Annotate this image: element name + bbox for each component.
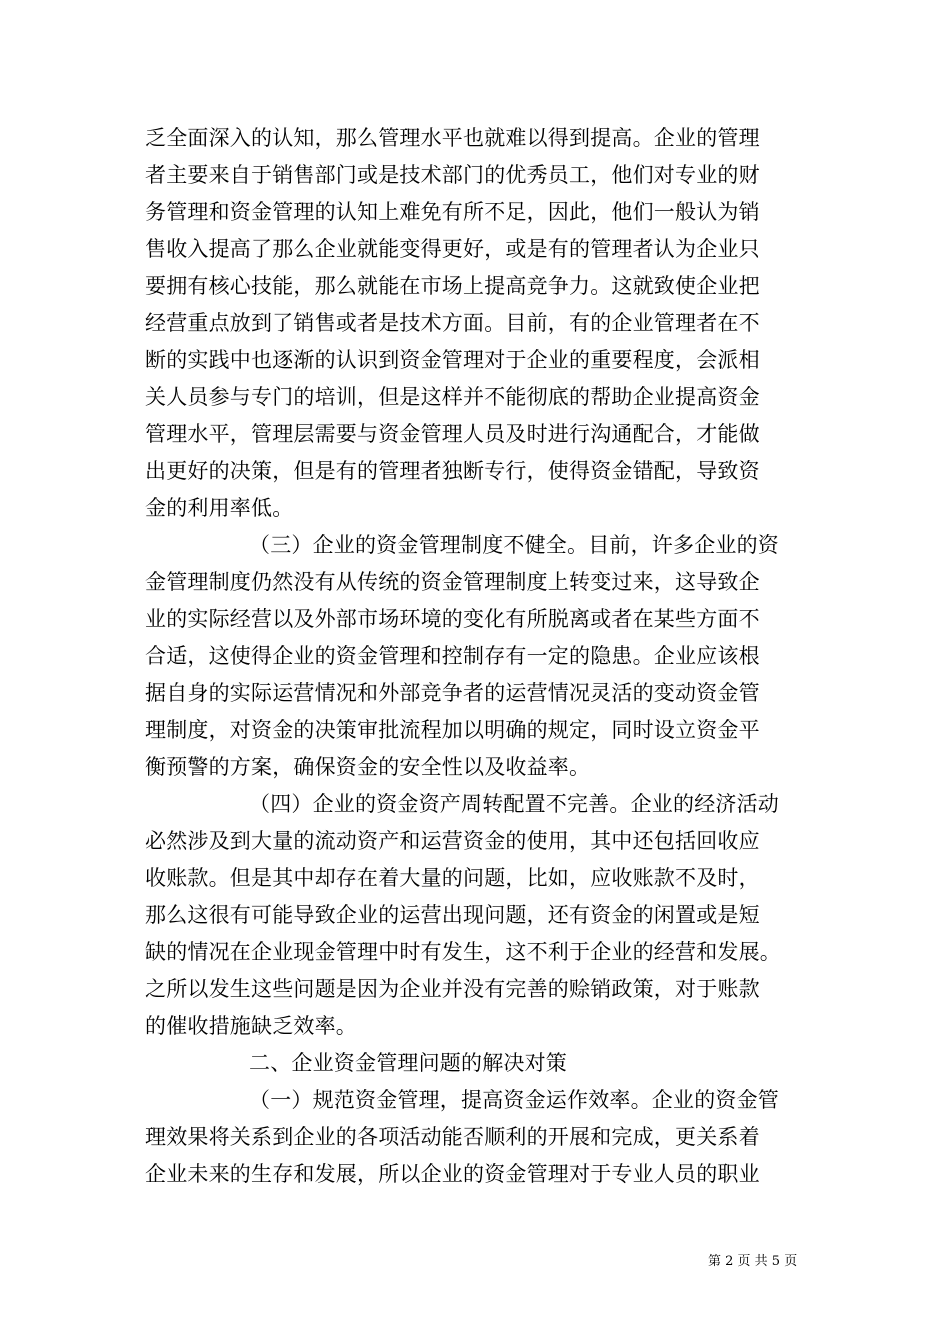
- text-line: 关人员参与专门的培训，但是这样并不能彻底的帮助企业提高资金: [145, 385, 760, 409]
- text-line: 二、企业资金管理问题的解决对策: [249, 1051, 567, 1075]
- text-line: 企业未来的生存和发展，所以企业的资金管理对于专业人员的职业: [145, 1162, 760, 1186]
- text-line: 理效果将关系到企业的各项活动能否顺利的开展和完成，更关系着: [145, 1125, 760, 1149]
- text-line: 衡预警的方案，确保资金的安全性以及收益率。: [145, 755, 591, 779]
- text-line: 者主要来自于销售部门或是技术部门的优秀员工，他们对专业的财: [145, 163, 760, 187]
- text-line: 乏全面深入的认知，那么管理水平也就难以得到提高。企业的管理: [145, 126, 760, 150]
- text-line: 理制度，对资金的决策审批流程加以明确的规定，同时设立资金平: [145, 718, 760, 742]
- text-line: 售收入提高了那么企业就能变得更好，或是有的管理者认为企业只: [145, 237, 760, 261]
- text-line: 经营重点放到了销售或者是技术方面。目前，有的企业管理者在不: [145, 311, 760, 335]
- text-line: 之所以发生这些问题是因为企业并没有完善的赊销政策，对于账款: [145, 977, 760, 1001]
- text-line: 必然涉及到大量的流动资产和运营资金的使用，其中还包括回收应: [145, 829, 760, 853]
- text-line: 金管理制度仍然没有从传统的资金管理制度上转变过来，这导致企: [145, 570, 760, 594]
- text-line: 收账款。但是其中却存在着大量的问题，比如，应收账款不及时，: [145, 866, 760, 890]
- text-line: 要拥有核心技能，那么就能在市场上提高竞争力。这就致使企业把: [145, 274, 760, 298]
- text-line: 缺的情况在企业现金管理中时有发生，这不利于企业的经营和发展。: [145, 940, 781, 964]
- text-line: （三）企业的资金管理制度不健全。目前，许多企业的资: [249, 533, 779, 557]
- text-line: （一）规范资金管理，提高资金运作效率。企业的资金管: [249, 1088, 779, 1112]
- page-number-footer: 第 2 页 共 5 页: [708, 1254, 798, 1269]
- document-body: [145, 120, 835, 1193]
- text-line: 据自身的实际运营情况和外部竞争者的运营情况灵活的变动资金管: [145, 681, 760, 705]
- text-line: 业的实际经营以及外部市场环境的变化有所脱离或者在某些方面不: [145, 607, 760, 631]
- text-line: 合适，这使得企业的资金管理和控制存有一定的隐患。企业应该根: [145, 644, 760, 668]
- text-line: 出更好的决策，但是有的管理者独断专行，使得资金错配，导致资: [145, 459, 760, 483]
- text-line: 管理水平，管理层需要与资金管理人员及时进行沟通配合，才能做: [145, 422, 760, 446]
- text-line: 金的利用率低。: [145, 496, 294, 520]
- text-line: 的催收措施缺乏效率。: [145, 1014, 357, 1038]
- text-line: 断的实践中也逐渐的认识到资金管理对于企业的重要程度，会派相: [145, 348, 760, 372]
- text-line: （四）企业的资金资产周转配置不完善。企业的经济活动: [249, 792, 779, 816]
- text-line: 务管理和资金管理的认知上难免有所不足，因此，他们一般认为销: [145, 200, 760, 224]
- text-line: 那么这很有可能导致企业的运营出现问题，还有资金的闲置或是短: [145, 903, 760, 927]
